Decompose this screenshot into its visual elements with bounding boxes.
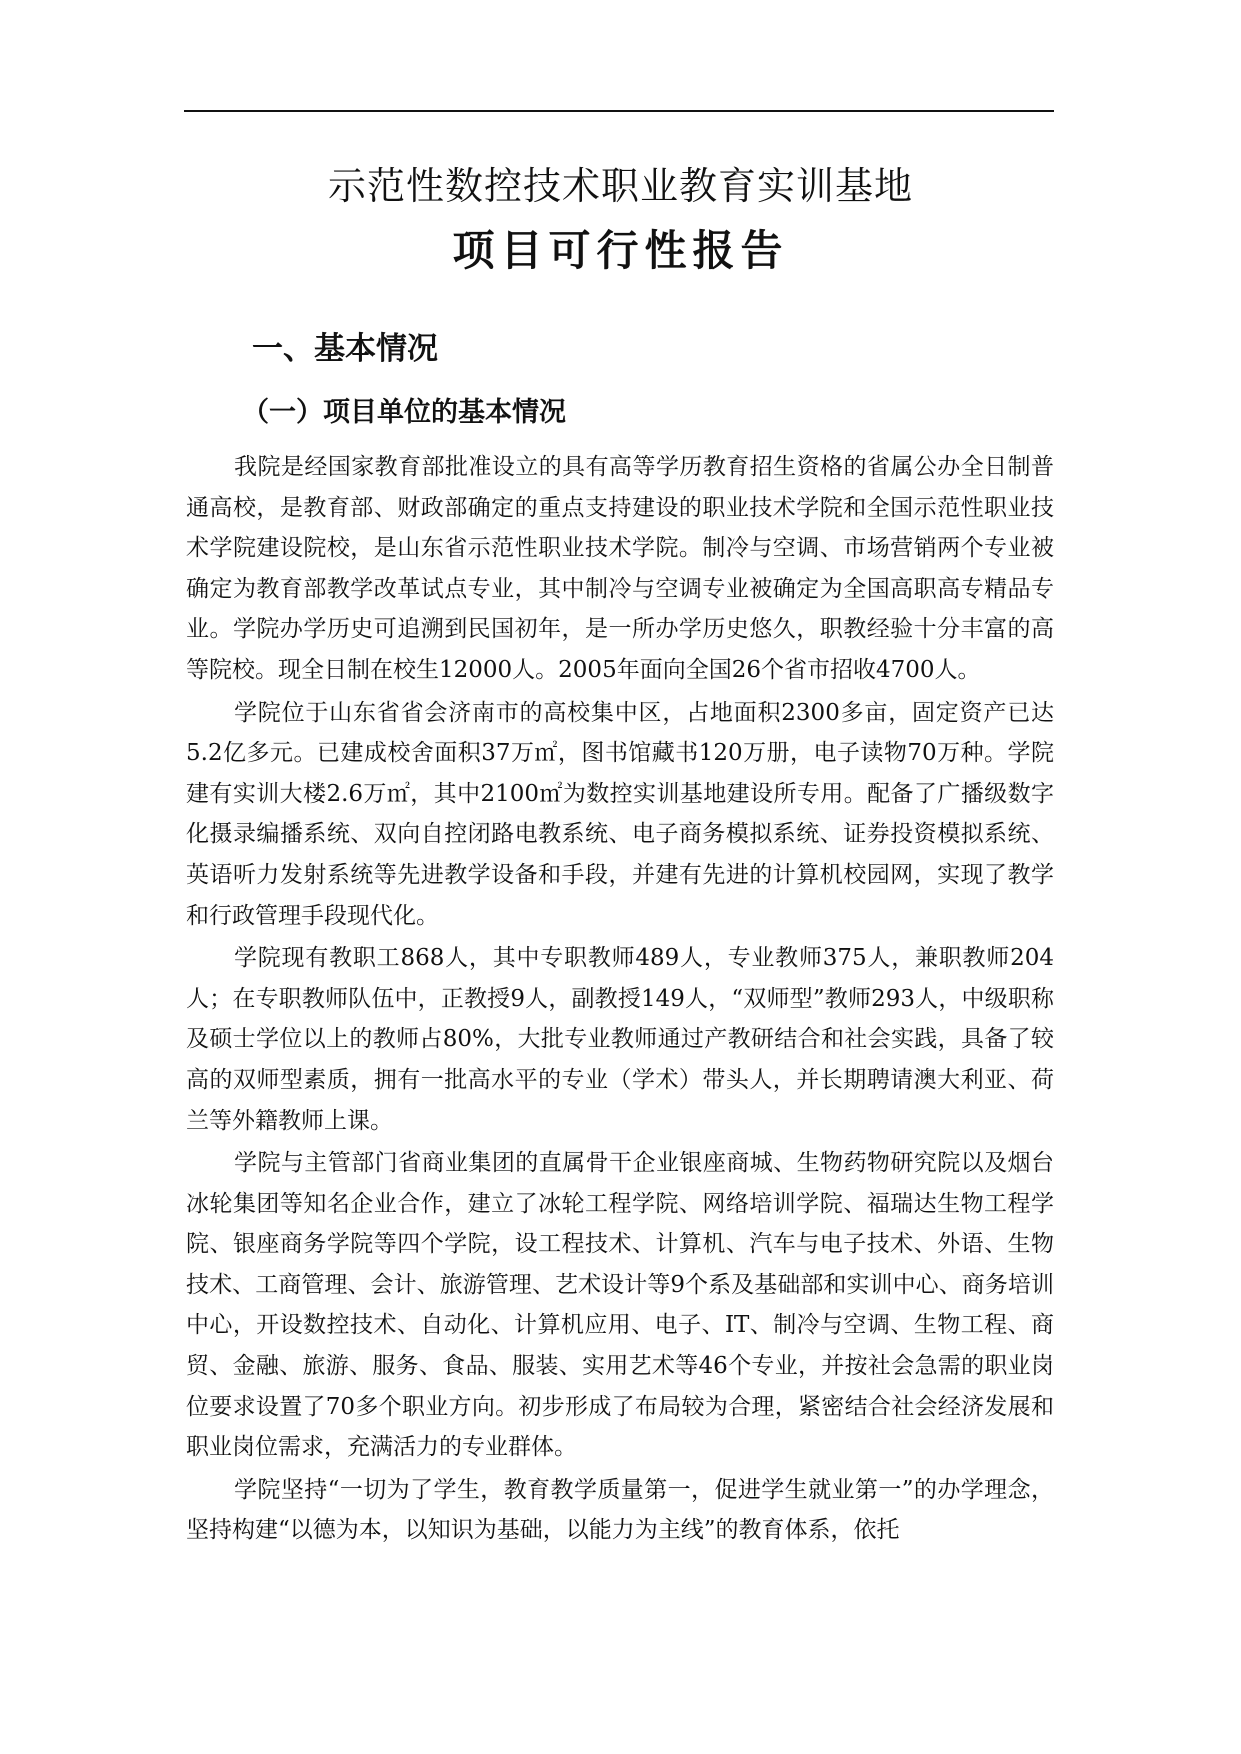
paragraph: 学院坚持“一切为了学生，教育教学质量第一，促进学生就业第一”的办学理念，坚持构建“以德为本，以知识为基础，以能力为主线”的教育体系，依托 [186,1476,1054,1544]
paragraph: 我院是经国家教育部批准设立的具有高等学历教育招生资格的省属公办全日制普通高校，是教育部、财政部确定的重点支持建设的职业技术学院和全国示范性职业技术学院建设院校，是山东省示范性职业技术学院。制冷与空调、市场营销两个专业被确定为教育部教学改革试点专业，其中制冷与空调专业被确定为全国高职高专精品专业。学院办学历史可追溯到民国初年，是一所办学历史悠久，职教经验十分丰富的高等院校。现全日制在校生12000人。2005年面向全国26个省市招收4700人。 [186,454,1054,683]
document-title-line1: 示范性数控技术职业教育实训基地 [327,164,913,208]
subsection-heading: （一）项目单位的基本情况 [242,397,566,428]
header-rule [184,110,1054,112]
paragraph: 学院位于山东省省会济南市的高校集中区，占地面积2300多亩，固定资产已达5.2亿多元。已建成校舍面积37万㎡，图书馆藏书120万册，电子读物70万种。学院建有实训大楼2.6万㎡，其中2100㎡为数控实训基地建设所专用。配备了广播级数字化摄录编播系统、双向自控闭路电教系统、电子商务模拟系统、证券投资模拟系统、英语听力发射系统等先进教学设备和手段，并建有先进的计算机校园网，实现了教学和行政管理手段现代化。 [186,699,1054,929]
section-heading: 一、基本情况 [252,331,438,367]
paragraph: 学院与主管部门省商业集团的直属骨干企业银座商城、生物药物研究院以及烟台冰轮集团等知名企业合作，建立了冰轮工程学院、网络培训学院、福瑞达生物工程学院、银座商务学院等四个学院，设工程技术、计算机、汽车与电子技术、外语、生物技术、工商管理、会计、旅游管理、艺术设计等9个系及基础部和实训中心、商务培训中心，开设数控技术、自动化、计算机应用、电子、IT、制冷与空调、生物工程、商贸、金融、旅游、服务、食品、服装、实用艺术等46个专业，并按社会急需的职业岗位要求设置了70多个职业方向。初步形成了布局较为合理，紧密结合社会经济发展和职业岗位需求，充满活力的专业群体。 [186,1150,1054,1461]
document-title-line2: 项目可行性报告 [452,226,789,275]
paragraph: 学院现有教职工868人，其中专职教师489人，专业教师375人，兼职教师204人；在专职教师队伍中，正教授9人，副教授149人，“双师型”教师293人，中级职称及硕士学位以上的教师占80%，大批专业教师通过产教研结合和社会实践，具备了较高的双师型素质，拥有一批高水平的专业（学术）带头人，并长期聘请澳大利亚、荷兰等外籍教师上课。 [186,945,1054,1134]
body-text [186,447,1054,1551]
